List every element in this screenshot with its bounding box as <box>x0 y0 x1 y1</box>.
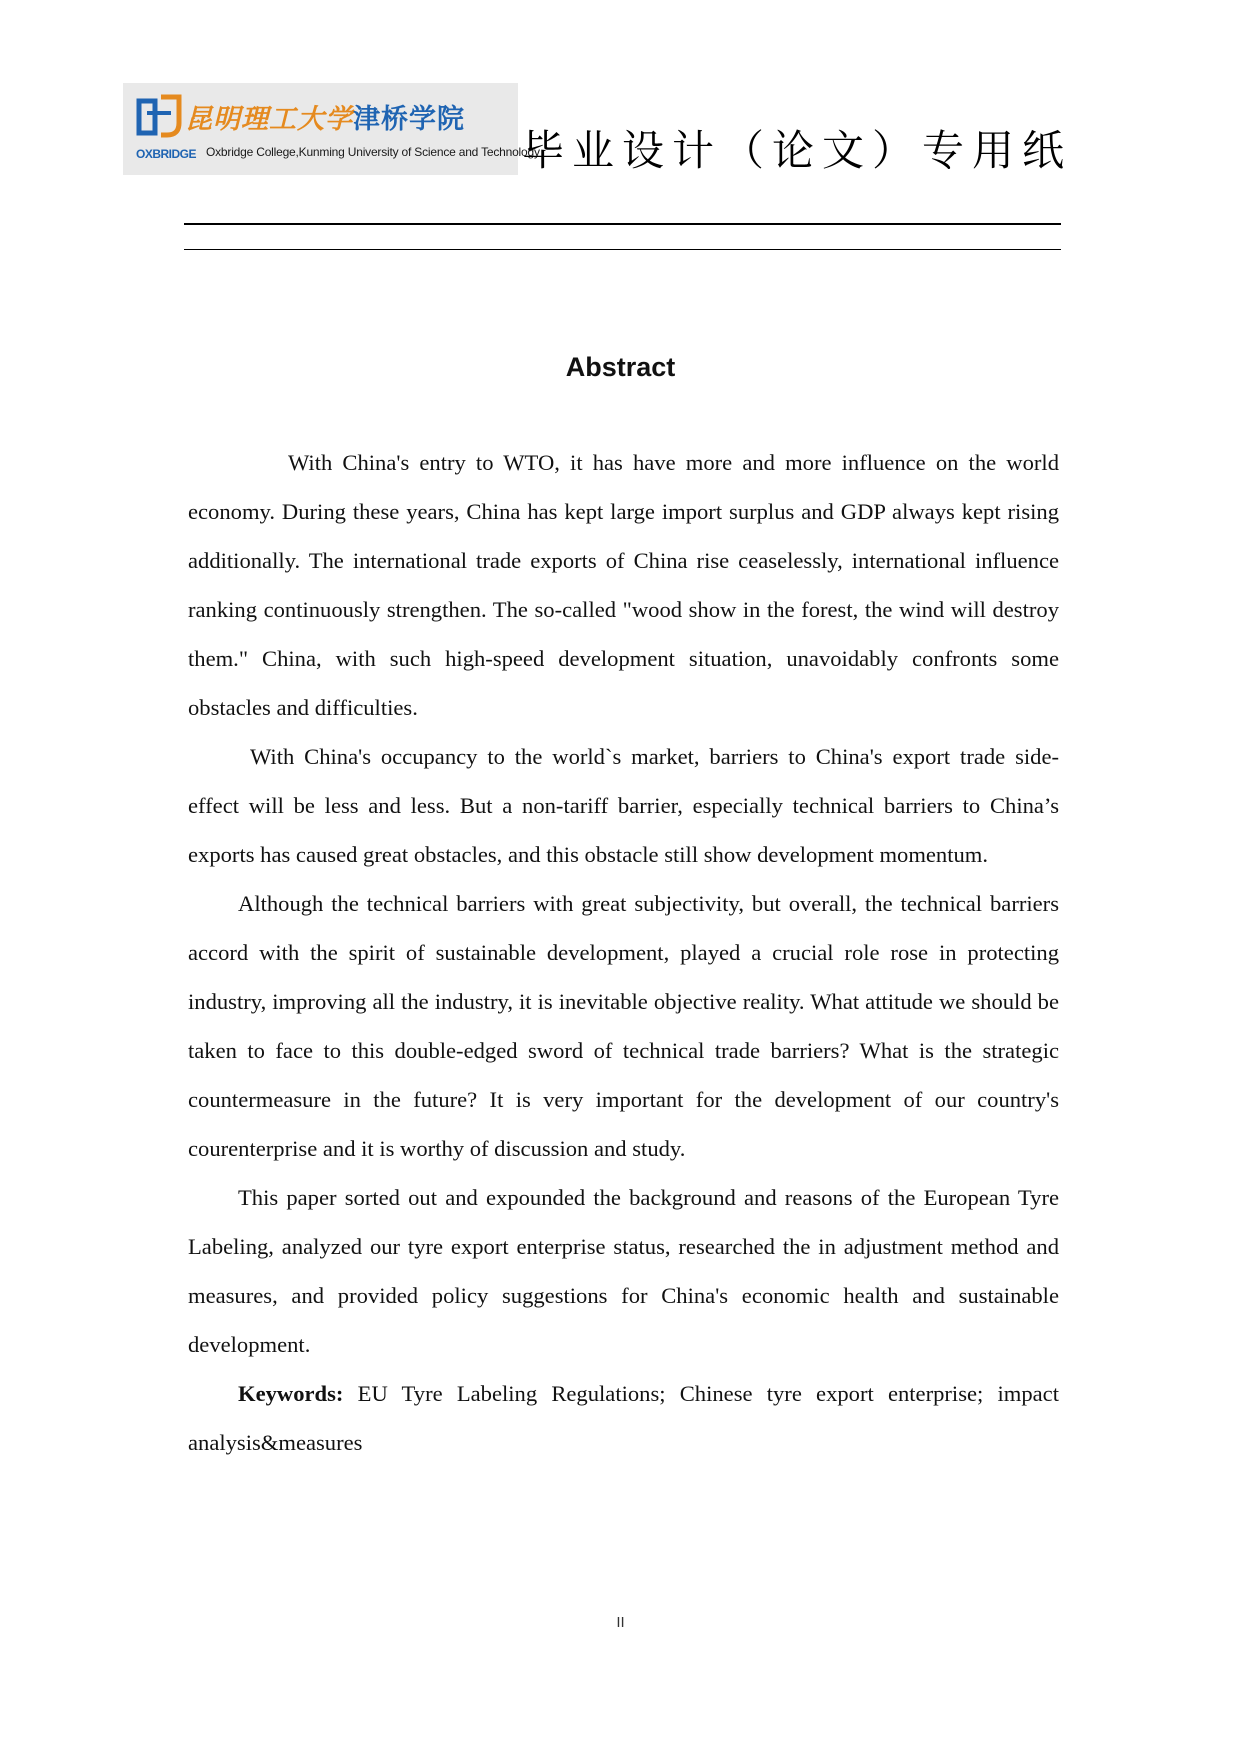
abstract-paragraph: Although the technical barriers with great subjectivity, but overall, the technical barriers accord with the spirit of sustainable development, played a crucial role rose in protecting industry, improving all the industry, it is inevitable objective reality. What attitude we should be taken to face to this double-edged sword of technical trade barriers? What is the strategic countermeasure in the future? It is very important for the development of our country's courenterprise and it is worthy of discussion and study. <box>188 891 1059 1161</box>
logo-chinese-name <box>185 97 465 136</box>
logo-english-name: Oxbridge College,Kunming University of Science and Technology <box>206 145 540 159</box>
header-rule-bottom <box>184 249 1061 250</box>
abstract-paragraph: With China's occupancy to the world`s market, barriers to China's export trade side-effect will be less and less. But a non-tariff barrier, especially technical barriers to China’s exports has caused great obstacles, and this obstacle still show development momentum. <box>188 744 1059 867</box>
logo-chinese-name-part2: 津桥学院 <box>353 104 465 135</box>
keywords-paragraph <box>188 1369 1059 1467</box>
abstract-paragraph: This paper sorted out and expounded the background and reasons of the European Tyre Labeling, analyzed our tyre export enterprise status, researched the in adjustment method and measures, and provided policy suggestions for China's economic health and sustainable development. <box>188 1185 1059 1357</box>
keywords-label: Keywords: <box>238 1381 344 1406</box>
abstract-paragraph: With China's entry to WTO, it has have more and more influence on the world economy. During these years, China has kept large import surplus and GDP always kept rising additionally. The international trade exports of China rise ceaselessly, international influence ranking continuously strengthen. The so-called "wood show in the forest, the wind will destroy them." China, with such high-speed development situation, unavoidably confronts some obstacles and difficulties. <box>188 450 1059 720</box>
college-logo <box>123 83 540 175</box>
header-title: 毕业设计（论文）专用纸 <box>522 126 1073 175</box>
header-rule-top <box>184 223 1061 225</box>
abstract-body <box>188 438 1059 1467</box>
keywords-text: EU Tyre Labeling Regulations; Chinese tyre export enterprise; impact analysis&measures <box>188 1381 1059 1455</box>
logo-small-text: OXBRIDGE <box>136 147 197 161</box>
logo-chinese-name-part1: 昆明理工大学 <box>185 104 353 135</box>
page-number: II <box>616 1614 625 1631</box>
document-title: Abstract <box>565 352 676 382</box>
